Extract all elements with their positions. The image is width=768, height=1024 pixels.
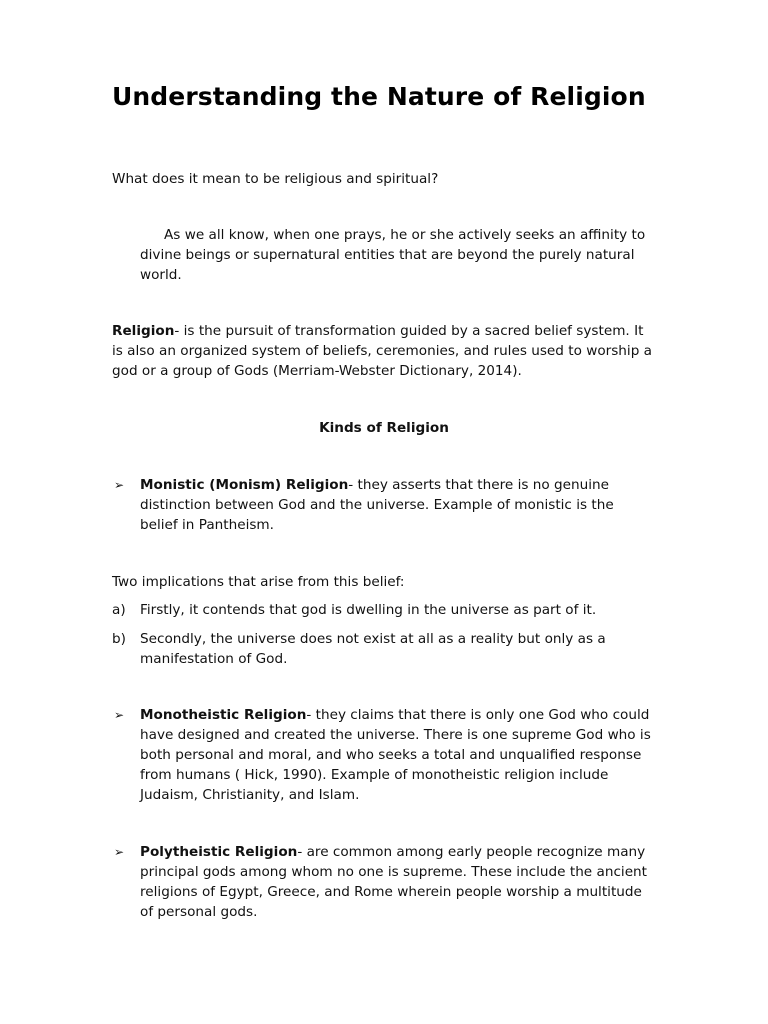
implication-line: Secondly, the universe does not exist at all as a reality but only as a [140,631,606,647]
definition-line: god or a group of Gods (Merriam-Webster Dictionary, 2014). [112,363,522,379]
kind-line: belief in Pantheism. [140,517,274,533]
intro-line: divine beings or supernatural entities that are beyond the purely natural [140,247,635,263]
kind-line: have designed and created the universe. There is one supreme God who is [140,727,651,743]
page-title: Understanding the Nature of Religion [112,82,646,111]
definition-term: Religion [112,323,175,339]
kind-line [140,842,647,862]
implication-marker: a) [112,602,126,618]
implication-item [140,600,596,620]
definition-line: is also an organized system of beliefs, ceremonies, and rules used to worship a [112,343,652,359]
kind-term: Polytheistic Religion [140,844,298,860]
kind-line [140,705,651,725]
kind-term: Monotheistic Religion [140,707,307,723]
kind-term: Monistic (Monism) Religion [140,477,349,493]
definition-text: - is the pursuit of transformation guided by a sacred belief system. It [174,323,644,339]
kind-line [140,475,614,495]
implication-line: Firstly, it contends that god is dwelling in the universe as part of it. [140,602,597,618]
implication-line: manifestation of God. [140,651,288,667]
kind-text: - are common among early people recognize many [297,844,646,860]
definition-line [112,321,652,341]
intro-line: world. [140,267,182,283]
kind-line: distinction between God and the universe. Example of monistic is the [140,497,614,513]
bullet-arrow-icon: ➢ [114,708,125,722]
question-text: What does it mean to be religious and spiritual? [112,171,439,187]
religion-definition [112,321,652,381]
kind-line: both personal and moral, and who seeks a total and unqualified response [140,747,642,763]
kind-text: - they claims that there is only one God who could [306,707,650,723]
kinds-heading: Kinds of Religion [319,420,449,436]
kind-item-polytheistic [140,842,647,922]
kind-item-monotheistic [140,705,651,805]
bullet-arrow-icon: ➢ [114,478,125,492]
intro-line: As we all know, when one prays, he or she actively seeks an affinity to [164,227,646,243]
intro-paragraph [140,225,645,285]
kind-text: - they asserts that there is no genuine [348,477,609,493]
implication-marker: b) [112,631,126,647]
bullet-arrow-icon: ➢ [114,845,125,859]
implications-heading: Two implications that arise from this belief: [112,574,405,590]
implication-item [140,629,606,669]
kind-line: of personal gods. [140,904,258,920]
kind-item-monistic [140,475,614,535]
kind-line: principal gods among whom no one is supreme. These include the ancient [140,864,647,880]
kind-line: religions of Egypt, Greece, and Rome wherein people worship a multitude [140,884,642,900]
kind-line: Judaism, Christianity, and Islam. [140,787,360,803]
kind-line: from humans ( Hick, 1990). Example of monotheistic religion include [140,767,609,783]
